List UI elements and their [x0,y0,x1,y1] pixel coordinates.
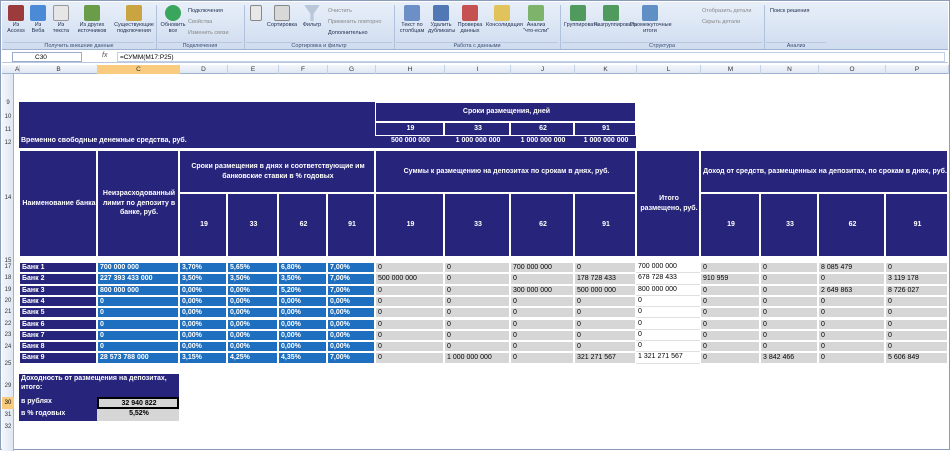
bank-income[interactable]: 2 649 863 [818,285,885,296]
remove-duplicates-button[interactable]: Удалить дубликаты [428,5,454,37]
bank-income[interactable]: 0 [700,352,760,363]
bank-sum[interactable]: 0 [574,307,636,318]
column-headers [2,65,948,74]
row-header-10[interactable]: 10 [4,114,12,120]
row-header-29[interactable]: 29 [4,383,12,389]
bank-rate[interactable]: 0,00% [327,330,375,341]
bank-sum[interactable]: 0 [444,273,510,284]
bank-rate[interactable]: 6,80% [278,262,327,273]
column-header-H[interactable]: H [376,65,445,74]
funnel-icon [304,5,320,21]
bank-sum[interactable]: 0 [574,319,636,330]
ribbon-separator [764,5,765,49]
bank-income[interactable]: 0 [700,341,760,352]
column-header-J[interactable]: J [511,65,575,74]
existing-connections-button[interactable]: Существующие подключения [114,5,154,37]
bank-sum[interactable]: 0 [375,307,444,318]
bank-rate[interactable]: 0,00% [227,341,278,352]
bank-rate[interactable]: 0,00% [278,330,327,341]
row-header-15[interactable]: 15 [4,258,12,264]
bank-income[interactable]: 8 085 479 [818,262,885,273]
bank-income[interactable]: 0 [760,307,818,318]
bank-rate[interactable]: 5,65% [227,262,278,273]
bank-income[interactable]: 0 [885,262,948,273]
bank-sum[interactable]: 0 [444,341,510,352]
bank-sum[interactable]: 0 [444,296,510,307]
duplicates-icon [433,5,449,21]
bank-name[interactable]: Банк 2 [19,273,97,284]
row-header-19[interactable]: 19 [4,287,12,293]
bank-sum[interactable]: 0 [510,273,574,284]
free-funds-3[interactable]: 1 000 000 000 [574,136,636,148]
from-other-sources-button[interactable]: Из других источников [74,5,110,37]
bank-income[interactable]: 0 [760,285,818,296]
edit-links-button[interactable]: Изменить связи [188,30,229,36]
bank-income[interactable]: 0 [818,296,885,307]
yield-title[interactable]: Доходность от размещения на депозитах, итого: [19,374,179,397]
row-header-30[interactable]: 30 [2,397,14,409]
bank-sum[interactable]: 0 [574,262,636,273]
data-validation-button[interactable]: Проверка данных [456,5,484,37]
bank-name[interactable]: Банк 3 [19,285,97,296]
bank-rate[interactable]: 0,00% [179,330,227,341]
bank-sum[interactable]: 700 000 000 [510,262,574,273]
row-header-18[interactable]: 18 [4,275,12,281]
bank-name[interactable]: Банк 8 [19,341,97,352]
row-header-31[interactable]: 31 [4,412,12,418]
bank-sum[interactable]: 500 000 000 [375,273,444,284]
bank-sum[interactable]: 0 [510,296,574,307]
bank-sum[interactable]: 0 [444,330,510,341]
bank-rate[interactable]: 5,20% [278,285,327,296]
rub-label[interactable]: в рублях [19,397,97,409]
bank-income[interactable]: 0 [760,330,818,341]
bank-income[interactable]: 0 [700,296,760,307]
bank-income[interactable]: 0 [700,285,760,296]
worksheet-grid [14,74,948,451]
column-header-N[interactable]: N [761,65,819,74]
bank-limit[interactable]: 0 [97,307,179,318]
bank-income[interactable]: 0 [885,307,948,318]
bank-limit[interactable]: 0 [97,330,179,341]
row-header-17[interactable]: 17 [4,264,12,270]
bank-sum[interactable]: 0 [444,307,510,318]
bank-sum[interactable]: 0 [574,330,636,341]
row-header-12[interactable]: 12 [4,140,12,146]
column-header-P[interactable]: P [886,65,949,74]
bank-limit[interactable]: 800 000 000 [97,285,179,296]
from-text-button[interactable]: Из текста [50,5,72,37]
bank-rate[interactable]: 7,00% [327,285,375,296]
rate-period-91: 91 [327,193,375,257]
bank-sum[interactable]: 500 000 000 [574,285,636,296]
bank-total[interactable]: 800 000 000 [636,285,700,296]
reapply-button[interactable]: Применить повторно [328,19,382,25]
bank-rate[interactable]: 0,00% [227,330,278,341]
bank-income[interactable]: 0 [760,319,818,330]
bank-sum[interactable]: 0 [444,319,510,330]
bank-income[interactable]: 0 [760,296,818,307]
bank-rate[interactable]: 0,00% [227,307,278,318]
bank-name[interactable]: Банк 6 [19,319,97,330]
row-header-22[interactable]: 22 [4,321,12,327]
ribbon-data-tab [2,2,948,50]
bank-income[interactable]: 0 [760,262,818,273]
group-external-data: Получить внешние данные [4,42,154,50]
bank-income[interactable]: 0 [818,319,885,330]
bank-limit[interactable]: 0 [97,296,179,307]
bank-rate[interactable]: 3,50% [278,273,327,284]
consolidate-icon [494,5,510,21]
bank-rate[interactable]: 0,00% [179,296,227,307]
bank-sum[interactable]: 0 [510,307,574,318]
text-to-columns-button[interactable]: Текст по столбцам [398,5,426,37]
bank-rate[interactable]: 0,00% [179,307,227,318]
bank-rate[interactable]: 7,00% [327,352,375,363]
row-header-9[interactable]: 9 [6,100,10,106]
bank-name[interactable]: Банк 7 [19,330,97,341]
header-total: Итого размещено, руб. [636,150,700,257]
subtotal-icon [642,5,658,21]
bank-rate[interactable]: 0,00% [179,285,227,296]
header-bank: Наименование банка [19,150,97,257]
bank-income[interactable]: 0 [818,307,885,318]
bank-rate[interactable]: 7,00% [327,262,375,273]
sort-icon [250,5,262,21]
group-sort-filter: Сортировка и фильтр [246,42,392,50]
column-header-B[interactable]: B [20,65,98,74]
bank-sum[interactable]: 0 [375,262,444,273]
period-62: 62 [510,122,574,136]
bank-sum[interactable]: 321 271 567 [574,352,636,363]
column-header-K[interactable]: K [575,65,637,74]
bank-rate[interactable]: 0,00% [278,307,327,318]
bank-income[interactable]: 0 [885,319,948,330]
sum-period-91: 91 [574,193,636,257]
group-connections: Подключения [158,42,242,50]
header-income: Доход от средств, размещенных на депозитах, по срокам в днях, руб. [700,150,948,193]
rub-value[interactable]: 32 940 822 [97,397,179,409]
bank-sum[interactable]: 0 [375,341,444,352]
income-period-33: 33 [760,193,818,257]
bank-rate[interactable]: 0,00% [227,296,278,307]
bank-limit[interactable]: 0 [97,341,179,352]
bank-rate[interactable]: 0,00% [327,341,375,352]
row-header-20[interactable]: 20 [4,298,12,304]
group-data-tools: Работа с данными [396,42,558,50]
column-header-O[interactable]: O [819,65,886,74]
bank-name[interactable]: Банк 9 [19,352,97,363]
bank-income[interactable]: 0 [818,273,885,284]
bank-limit[interactable]: 700 000 000 [97,262,179,273]
formula-bar [2,51,948,63]
ribbon-separator [560,5,561,49]
bank-total[interactable]: 0 [636,319,700,330]
bank-rate[interactable]: 0,00% [327,307,375,318]
column-header-G[interactable]: G [328,65,376,74]
free-funds-label[interactable]: Временно свободные денежные средства, руб. [19,136,375,148]
bank-limit[interactable]: 227 393 433 000 [97,273,179,284]
bank-sum[interactable]: 0 [375,319,444,330]
bank-income[interactable]: 0 [818,341,885,352]
from-access-button[interactable]: Из Access [6,5,26,37]
income-period-91: 91 [885,193,948,257]
validation-icon [462,5,478,21]
period-19: 19 [375,122,444,136]
bank-rate[interactable]: 0,00% [179,319,227,330]
database-icon [84,5,100,21]
bank-rate[interactable]: 0,00% [179,341,227,352]
bank-income[interactable]: 0 [700,307,760,318]
bank-sum[interactable]: 0 [375,330,444,341]
show-detail-button[interactable]: Отобразить детали [702,8,752,14]
column-header-A[interactable]: A [15,66,20,73]
bank-sum[interactable]: 1 000 000 000 [444,352,510,363]
bank-sum[interactable]: 0 [510,352,574,363]
bank-income[interactable]: 0 [885,330,948,341]
from-web-button[interactable]: Из Веба [28,5,48,37]
bank-income[interactable]: 0 [700,330,760,341]
bank-income[interactable]: 910 959 [700,273,760,284]
globe-icon [30,5,46,21]
rate-period-33: 33 [227,193,278,257]
column-header-M[interactable]: M [701,65,761,74]
bank-rate[interactable]: 0,00% [278,319,327,330]
bank-rate[interactable]: 4,25% [227,352,278,363]
bank-sum[interactable]: 0 [510,330,574,341]
columns-icon [404,5,420,21]
bank-limit[interactable]: 28 573 788 000 [97,352,179,363]
bank-rate[interactable]: 4,35% [278,352,327,363]
bank-income[interactable]: 0 [885,341,948,352]
consolidate-button[interactable]: Консолидация [486,5,518,37]
period-91: 91 [574,122,636,136]
bank-income[interactable]: 0 [760,273,818,284]
bank-sum[interactable]: 0 [375,296,444,307]
column-header-F[interactable]: F [279,65,328,74]
bank-total[interactable]: 0 [636,341,700,352]
bank-income[interactable]: 5 606 849 [885,352,948,363]
bank-sum[interactable]: 0 [375,352,444,363]
header-band[interactable] [19,102,375,124]
properties-button[interactable]: Свойства [188,19,213,25]
refresh-all-button[interactable]: Обновить все [160,5,186,37]
bank-sum[interactable]: 300 000 000 [510,285,574,296]
header-sums: Суммы к размещению на депозитах по срокам в днях, руб. [375,150,636,193]
bank-rate[interactable]: 3,50% [227,273,278,284]
free-funds-2[interactable]: 1 000 000 000 [510,136,574,148]
row-header-25[interactable]: 25 [4,361,12,367]
bank-total[interactable]: 0 [636,307,700,318]
formula-input[interactable]: =СУММ(M17:P25) [117,52,945,62]
subtotal-button[interactable]: Промежуточные итоги [630,5,670,37]
ribbon-separator [394,5,395,49]
header-limit: Неизрасходованный лимит по депозиту в банке, руб. [97,150,179,257]
income-period-62: 62 [818,193,885,257]
sum-period-33: 33 [444,193,510,257]
rate-period-62: 62 [278,193,327,257]
ungroup-button[interactable]: Разгруппировать [594,5,628,37]
sort-button[interactable]: Сортировка [266,5,298,37]
bank-income[interactable]: 3 119 178 [885,273,948,284]
what-if-button[interactable]: Анализ "что-если" [520,5,552,37]
bank-income[interactable]: 0 [700,319,760,330]
refresh-icon [165,5,181,21]
text-file-icon [53,5,69,21]
bank-sum[interactable]: 0 [574,341,636,352]
bank-rate[interactable]: 3,50% [179,273,227,284]
ribbon-separator [156,5,157,49]
bank-rate[interactable]: 0,00% [278,296,327,307]
bank-sum[interactable]: 0 [510,319,574,330]
bank-sum[interactable]: 0 [375,285,444,296]
bank-income[interactable]: 0 [818,352,885,363]
hide-detail-button[interactable]: Скрыть детали [702,19,741,25]
srok-title: Сроки размещения, дней [375,102,636,122]
bank-rate[interactable]: 0,00% [227,319,278,330]
bank-rate[interactable]: 7,00% [327,273,375,284]
connections-icon [126,5,142,21]
group-analysis: Анализ [766,42,826,50]
bank-sum[interactable]: 0 [574,296,636,307]
bank-rate[interactable]: 3,70% [179,262,227,273]
row-header-23[interactable]: 23 [4,332,12,338]
bank-total[interactable]: 700 000 000 [636,262,700,273]
column-header-D[interactable]: D [180,65,228,74]
pct-label[interactable]: в % годовых [19,409,97,421]
access-icon [8,5,24,21]
bank-sum[interactable]: 0 [510,341,574,352]
header-band-2[interactable] [19,122,375,136]
bank-total[interactable]: 0 [636,330,700,341]
what-if-icon [528,5,544,21]
row-header-14[interactable]: 14 [4,195,12,201]
bank-income[interactable]: 8 726 027 [885,285,948,296]
bank-sum[interactable]: 178 728 433 [574,273,636,284]
sum-period-62: 62 [510,193,574,257]
column-header-C[interactable]: C [98,65,180,74]
bank-name[interactable]: Банк 5 [19,307,97,318]
bank-rate[interactable]: 0,00% [327,296,375,307]
column-header-I[interactable]: I [445,65,511,74]
bank-sum[interactable]: 0 [444,285,510,296]
filter-button[interactable]: Фильтр [300,5,324,37]
row-header-11[interactable]: 11 [4,127,12,133]
row-header-21[interactable]: 21 [4,309,12,315]
rate-period-19: 19 [179,193,227,257]
column-header-E[interactable]: E [228,65,279,74]
bank-income[interactable]: 3 842 466 [760,352,818,363]
header-rates: Сроки размещения в днях и соответствующие им банковские ставки в % годовых [179,150,375,193]
ribbon-separator [244,5,245,49]
group-button[interactable]: Группировать [564,5,592,37]
bank-rate[interactable]: 0,00% [227,285,278,296]
group-icon [570,5,586,21]
bank-rate[interactable]: 0,00% [327,319,375,330]
advanced-filter-button[interactable]: Дополнительно [328,30,368,36]
bank-total[interactable]: 1 321 271 567 [636,352,700,363]
bank-name[interactable]: Банк 4 [19,296,97,307]
row-headers [2,74,14,451]
bank-name[interactable]: Банк 1 [19,262,97,273]
pct-value[interactable]: 5,52% [97,409,179,421]
sort-dialog-icon [274,5,290,21]
bank-limit[interactable]: 0 [97,319,179,330]
sum-period-19: 19 [375,193,444,257]
free-funds-0[interactable]: 500 000 000 [375,136,444,148]
group-outline: Структура [562,42,762,50]
bank-income[interactable]: 0 [885,296,948,307]
row-header-24[interactable]: 24 [4,344,12,350]
connections-button[interactable]: Подключения [188,8,223,14]
solver-button[interactable]: Поиск решения [770,8,810,14]
column-header-L[interactable]: L [637,65,701,74]
bank-income[interactable]: 0 [760,341,818,352]
period-33: 33 [444,122,510,136]
bank-income[interactable]: 0 [700,262,760,273]
free-funds-1[interactable]: 1 000 000 000 [444,136,510,148]
clear-filter-button[interactable]: Очистить [328,8,352,14]
name-box[interactable]: C30 [12,52,82,62]
sort-az-button[interactable] [248,5,264,37]
bank-total[interactable]: 678 728 433 [636,273,700,284]
bank-income[interactable]: 0 [818,330,885,341]
bank-total[interactable]: 0 [636,296,700,307]
bank-rate[interactable]: 3,15% [179,352,227,363]
bank-sum[interactable]: 0 [444,262,510,273]
fx-icon[interactable]: fx [102,52,108,59]
ungroup-icon [603,5,619,21]
income-period-19: 19 [700,193,760,257]
row-header-32[interactable]: 32 [4,424,12,430]
bank-rate[interactable]: 0,00% [278,341,327,352]
